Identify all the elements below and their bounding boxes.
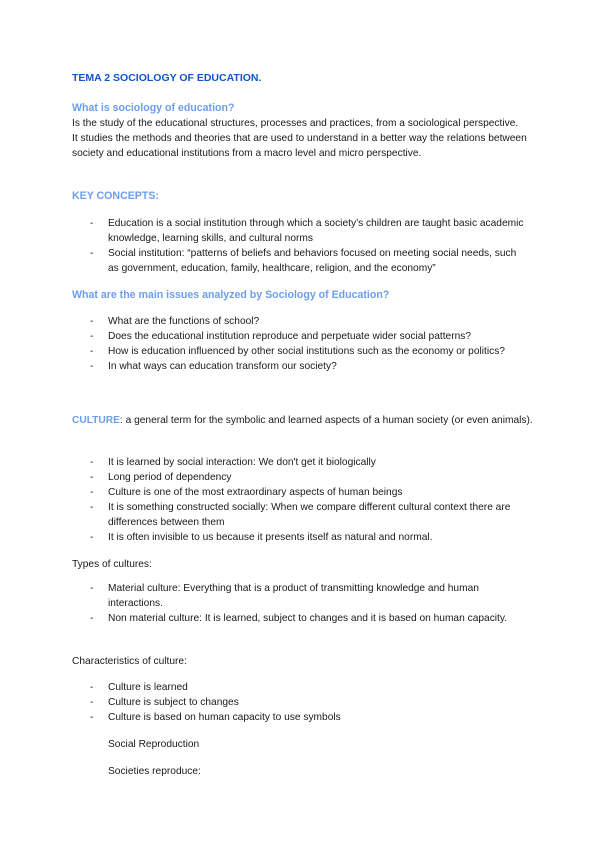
list-item: - Education is a social institution through which a society’s children are taught basic academic knowledge, learning skills, and cultural norms	[0, 216, 528, 246]
list-item: - How is education influenced by other social institutions such as the economy or politics?	[0, 344, 528, 359]
list-item: - In what ways can education transform our society?	[0, 359, 528, 374]
types-list	[0, 581, 600, 626]
culture-definition	[72, 413, 542, 428]
list-item: - Culture is subject to changes	[0, 695, 528, 710]
list-item: - Non material culture: It is learned, subject to changes and it is based on human capacity.	[0, 611, 528, 626]
list-item: - Social institution: “patterns of beliefs and behaviors focused on meeting social needs, such as government, education, family, healthcare, religion, and the economy”	[0, 246, 528, 276]
list-item: - Does the educational institution reproduce and perpetuate wider social patterns?	[0, 329, 478, 344]
list-item: - Culture is one of the most extraordinary aspects of human beings	[0, 485, 528, 500]
heading-what-is-sociology: What is sociology of education?	[72, 102, 235, 114]
list-item: - Culture is learned	[0, 680, 528, 695]
issues-list	[0, 314, 600, 374]
definition-line-1: Is the study of the educational structures, processes and practices, from a sociological perspective.	[72, 118, 519, 129]
culture-definition-text: : a general term for the symbolic and learned aspects of a human society (or even animals).	[119, 415, 533, 426]
societies-reproduce-text: Societies reproduce:	[108, 766, 201, 777]
culture-term: CULTURE	[72, 415, 120, 426]
heading-main-issues: What are the main issues analyzed by Sociology of Education?	[72, 289, 390, 301]
list-item: - Long period of dependency	[0, 470, 528, 485]
definition-paragraph	[72, 116, 542, 161]
types-of-cultures-label: Types of cultures:	[72, 559, 152, 570]
key-concepts-list	[0, 216, 600, 276]
definition-line-2: It studies the methods and theories that are used to understand in a better way the relations between society and educational institutions from a macro level and micro perspective.	[72, 133, 527, 159]
characteristics-list	[0, 680, 600, 725]
culture-list	[0, 455, 600, 545]
heading-key-concepts: KEY CONCEPTS:	[72, 190, 159, 202]
list-item: - It is often invisible to us because it presents itself as natural and normal.	[0, 530, 528, 545]
characteristics-label: Characteristics of culture:	[72, 656, 187, 667]
list-item: - Material culture: Everything that is a product of transmitting knowledge and human interactions.	[0, 581, 528, 611]
list-item: - Culture is based on human capacity to use symbols	[0, 710, 528, 725]
list-item: - It is learned by social interaction: We don't get it biologically	[0, 455, 528, 470]
list-item: - What are the functions of school?	[0, 314, 528, 329]
social-reproduction-text: Social Reproduction	[108, 739, 200, 750]
list-item: - It is something constructed socially: When we compare different cultural context there are differences between them	[0, 500, 528, 530]
document-title: TEMA 2 SOCIOLOGY OF EDUCATION.	[72, 72, 262, 84]
